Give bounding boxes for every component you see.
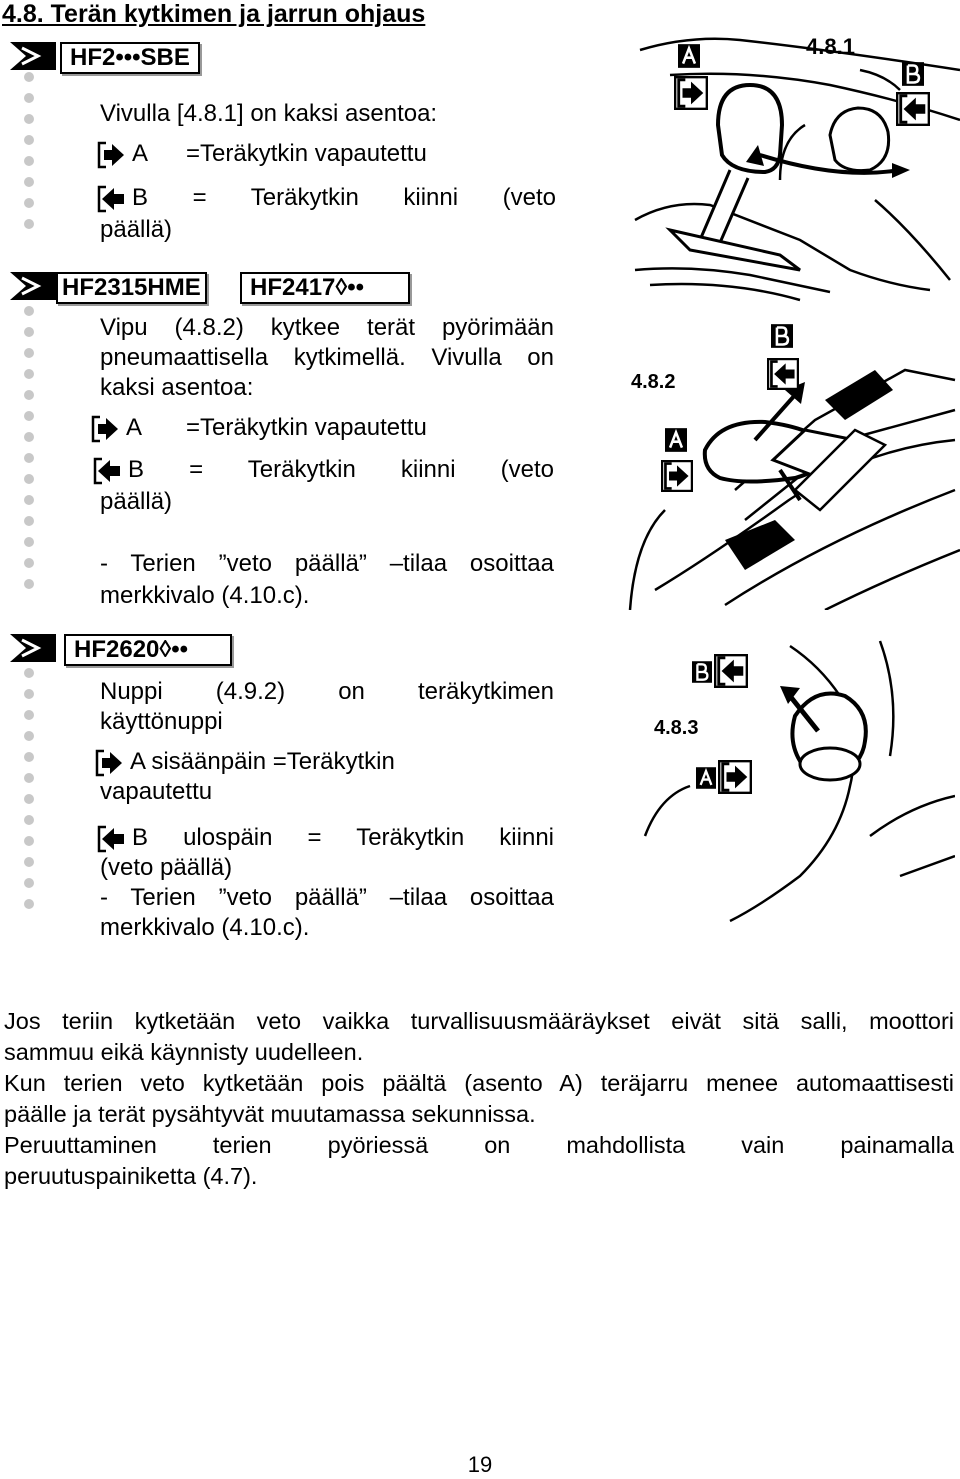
paragraph-line: Peruuttaminen terien pyöriessä on mahdollista vain painamalla <box>4 1132 954 1158</box>
section2-intro-3: kaksi asentoa: <box>100 374 254 401</box>
model-badge: HF2•••SBE <box>60 42 200 74</box>
body-text <box>4 1006 954 1192</box>
engage-out-icon <box>96 185 126 213</box>
paragraph-line: Jos teriin kytketään veto vaikka turvallisuusmääräykset eivät sitä salli, moottori <box>4 1008 954 1034</box>
section2-item-b-cont: päällä) <box>100 488 173 515</box>
section-marker-icon <box>10 42 56 70</box>
paragraph-line: Kun terien veto kytketään pois päältä (asento A) teräjarru menee automaattisesti <box>4 1070 954 1096</box>
margin-dots <box>24 72 36 240</box>
section2-item-a <box>90 412 427 444</box>
section3-item-b-cont: (veto päällä) <box>100 854 233 881</box>
section1-intro: Vivulla [4.8.1] on kaksi asentoa: <box>100 100 438 127</box>
item-key: A <box>132 140 149 167</box>
paragraph-line: sammuu eikä käynnisty uudelleen. <box>4 1039 364 1065</box>
figure-label: 4.8.2 <box>631 371 676 393</box>
margin-dots <box>24 668 36 920</box>
figure-4-8-1 <box>630 30 960 320</box>
figure-label: 4.8.3 <box>654 717 699 739</box>
item-text: = Teräkytkin kiinni (veto <box>189 456 554 483</box>
item-text: B ulospäin = Teräkytkin kiinni <box>132 824 554 851</box>
section3-intro-1: Nuppi (4.9.2) on teräkytkimen <box>100 678 554 705</box>
section1-item-b <box>96 182 556 214</box>
margin-dots <box>24 306 36 600</box>
section2-intro-1: Vipu (4.8.2) kytkee terät pyörimään <box>100 314 554 341</box>
item-text: =Teräkytkin vapautettu <box>186 140 427 167</box>
section-marker-icon <box>10 272 56 300</box>
paragraph-line: peruutuspainiketta (4.7). <box>4 1163 258 1189</box>
section2-note-1: - Terien ”veto päällä” –tilaa osoittaa <box>100 550 554 577</box>
engage-in-icon <box>94 749 124 777</box>
engage-out-icon <box>92 457 122 485</box>
section3-intro-2: käyttönuppi <box>100 708 223 735</box>
engage-in-icon <box>96 141 126 169</box>
item-text: A sisäänpäin =Teräkytkin <box>130 748 395 775</box>
section3-note-1: - Terien ”veto päällä” –tilaa osoittaa <box>100 884 554 911</box>
section3-note-2: merkkivalo (4.10.c). <box>100 914 310 941</box>
section3-item-a-cont: vapautettu <box>100 778 213 805</box>
paragraph-line: päälle ja terät pysähtyvät muutamassa sekunnissa. <box>4 1101 536 1127</box>
figure-4-8-2 <box>625 310 960 610</box>
section3-item-a <box>94 746 395 778</box>
item-text: = Teräkytkin kiinni (veto <box>192 184 556 211</box>
page-title: 4.8. Terän kytkimen ja jarrun ohjaus <box>2 0 426 28</box>
section2-note-2: merkkivalo (4.10.c). <box>100 582 310 609</box>
engage-out-icon <box>96 825 126 853</box>
section-marker-icon <box>10 634 56 662</box>
item-key: B <box>132 184 149 211</box>
page-number: 19 <box>467 1452 493 1477</box>
section1-item-a <box>96 138 427 170</box>
item-key: A <box>126 414 143 441</box>
section1-item-b-cont: päällä) <box>100 216 173 243</box>
section2-item-b <box>92 454 554 486</box>
item-key: B <box>128 456 145 483</box>
model-badge: HF2417◊•• <box>240 272 410 304</box>
engage-in-icon <box>90 415 120 443</box>
section2-intro-2: pneumaattisella kytkimellä. Vivulla on <box>100 344 554 371</box>
model-badge: HF2315HME <box>56 272 207 304</box>
item-text: =Teräkytkin vapautettu <box>186 414 427 441</box>
model-badge: HF2620◊•• <box>64 634 232 666</box>
figure-label: 4.8.1 <box>806 34 855 59</box>
figure-4-8-3 <box>640 636 955 926</box>
section3-item-b <box>96 822 554 854</box>
